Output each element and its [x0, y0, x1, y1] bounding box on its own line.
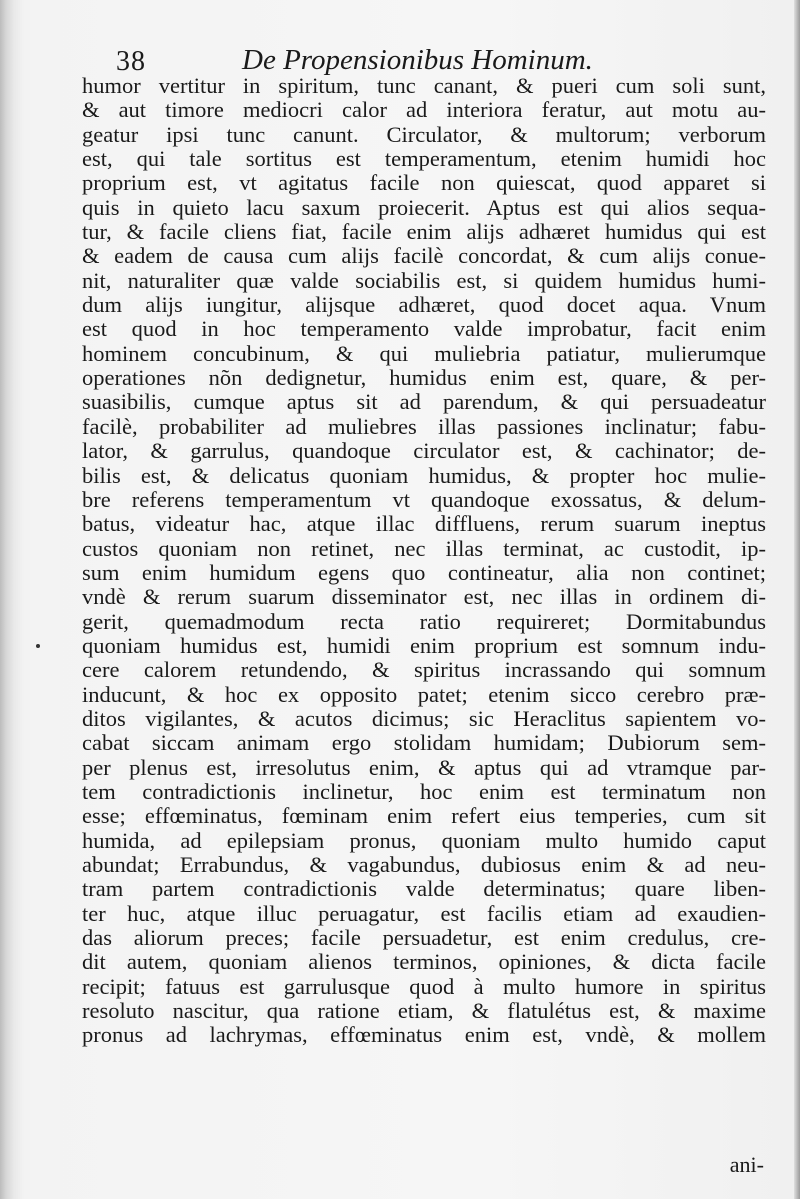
text-line: & aut timore mediocri calor ad interiora feratur, aut motu au- — [82, 98, 766, 123]
text-line: batus, videatur hac, atque illac diffluens, rerum suarum ineptus — [82, 512, 766, 537]
text-line: esse; effœminatus, fœminam enim refert eius temperies, cum sit — [82, 804, 766, 829]
text-line: quis in quieto lacu saxum proiecerit. Aptus est qui alios sequa- — [82, 195, 766, 220]
text-line: humida, ad epilepsiam pronus, quoniam multo humido caput — [82, 828, 766, 853]
text-line: recipit; fatuus est garrulusque quod à multo humore in spiritus — [82, 974, 766, 999]
text-line: tem contradictionis inclinetur, hoc enim est terminatum non — [82, 779, 766, 804]
text-line: est quod in hoc temperamento valde improbatur, facit enim — [82, 317, 766, 342]
page-number: 38 — [116, 46, 146, 77]
text-line: tram partem contradictionis valde determinatus; quare liben- — [82, 877, 766, 902]
text-line: inducunt, & hoc ex opposito patet; etenim sicco cerebro præ- — [82, 682, 766, 707]
margin-mark — [36, 644, 40, 648]
running-title: De Propensionibus Hominum. — [242, 44, 593, 76]
text-line: per plenus est, irresolutus enim, & aptus qui ad vtramque par- — [82, 755, 766, 780]
text-line: resoluto nascitur, qua ratione etiam, & flatulétus est, & maxime — [82, 999, 766, 1024]
text-line: cabat siccam animam ergo stolidam humidam; Dubiorum sem- — [82, 731, 766, 756]
text-line: suasibilis, cumque aptus sit ad parendum, & qui persuadeatur — [82, 390, 766, 415]
text-line: ditos vigilantes, & acutos dicimus; sic Heraclitus sapientem vo- — [82, 706, 766, 731]
text-line: proprium est, vt agitatus facile non quiescat, quod apparet si — [82, 171, 766, 196]
text-line: custos quoniam non retinet, nec illas terminat, ac custodit, ip- — [82, 536, 766, 561]
text-line: gerit, quemadmodum recta ratio requireret; Dormitabundus — [82, 609, 766, 634]
text-line: vndè & rerum suarum disseminator est, nec illas in ordinem di- — [82, 585, 766, 610]
text-line: lator, & garrulus, quandoque circulator est, & cachinator; de- — [82, 439, 766, 464]
body-text — [82, 74, 766, 1048]
text-line: dit autem, quoniam alienos terminos, opiniones, & dicta facile — [82, 950, 766, 975]
text-line: hominem concubinum, & qui muliebria patiatur, mulierumque — [82, 341, 766, 366]
text-line: das aliorum preces; facile persuadetur, est enim credulus, cre- — [82, 926, 766, 951]
text-line: humor vertitur in spiritum, tunc canant, & pueri cum soli sunt, — [82, 74, 766, 98]
text-line: geatur ipsi tunc canunt. Circulator, & multorum; verborum — [82, 122, 766, 147]
text-line: & eadem de causa cum alijs facilè concordat, & cum alijs conue- — [82, 244, 766, 269]
page-edge-shadow — [794, 0, 800, 1199]
text-line: pronus ad lachrymas, effœminatus enim est, vndè, & mollem — [82, 1023, 766, 1048]
text-line: operationes nõn dedignetur, humidus enim est, quare, & per- — [82, 366, 766, 391]
text-line: bre referens temperamentum vt quandoque exossatus, & delum- — [82, 487, 766, 512]
page-header — [116, 40, 776, 78]
text-line: cere calorem retundendo, & spiritus incrassando qui somnum — [82, 658, 766, 683]
text-line: bilis est, & delicatus quoniam humidus, & propter hoc mulie- — [82, 463, 766, 488]
text-line: tur, & facile cliens fiat, facile enim alijs adhæret humidus qui est — [82, 220, 766, 245]
text-line: nit, naturaliter quæ valde sociabilis est, si quidem humidus humi- — [82, 268, 766, 293]
text-line: est, qui tale sortitus est temperamentum, etenim humidi hoc — [82, 147, 766, 172]
text-line: quoniam humidus est, humidi enim proprium est somnum indu- — [82, 633, 766, 658]
text-line: dum alijs iungitur, alijsque adhæret, quod docet aqua. Vnum — [82, 293, 766, 318]
text-line: abundat; Errabundus, & vagabundus, dubiosus enim & ad neu- — [82, 853, 766, 877]
text-line: sum enim humidum egens quo contineatur, alia non continet; — [82, 560, 766, 585]
text-line: facilè, probabiliter ad muliebres illas passiones inclinatur; fabu- — [82, 414, 766, 439]
text-line: ter huc, atque illuc peruagatur, est facilis etiam ad exaudien- — [82, 901, 766, 926]
catchword: ani- — [729, 1152, 764, 1177]
